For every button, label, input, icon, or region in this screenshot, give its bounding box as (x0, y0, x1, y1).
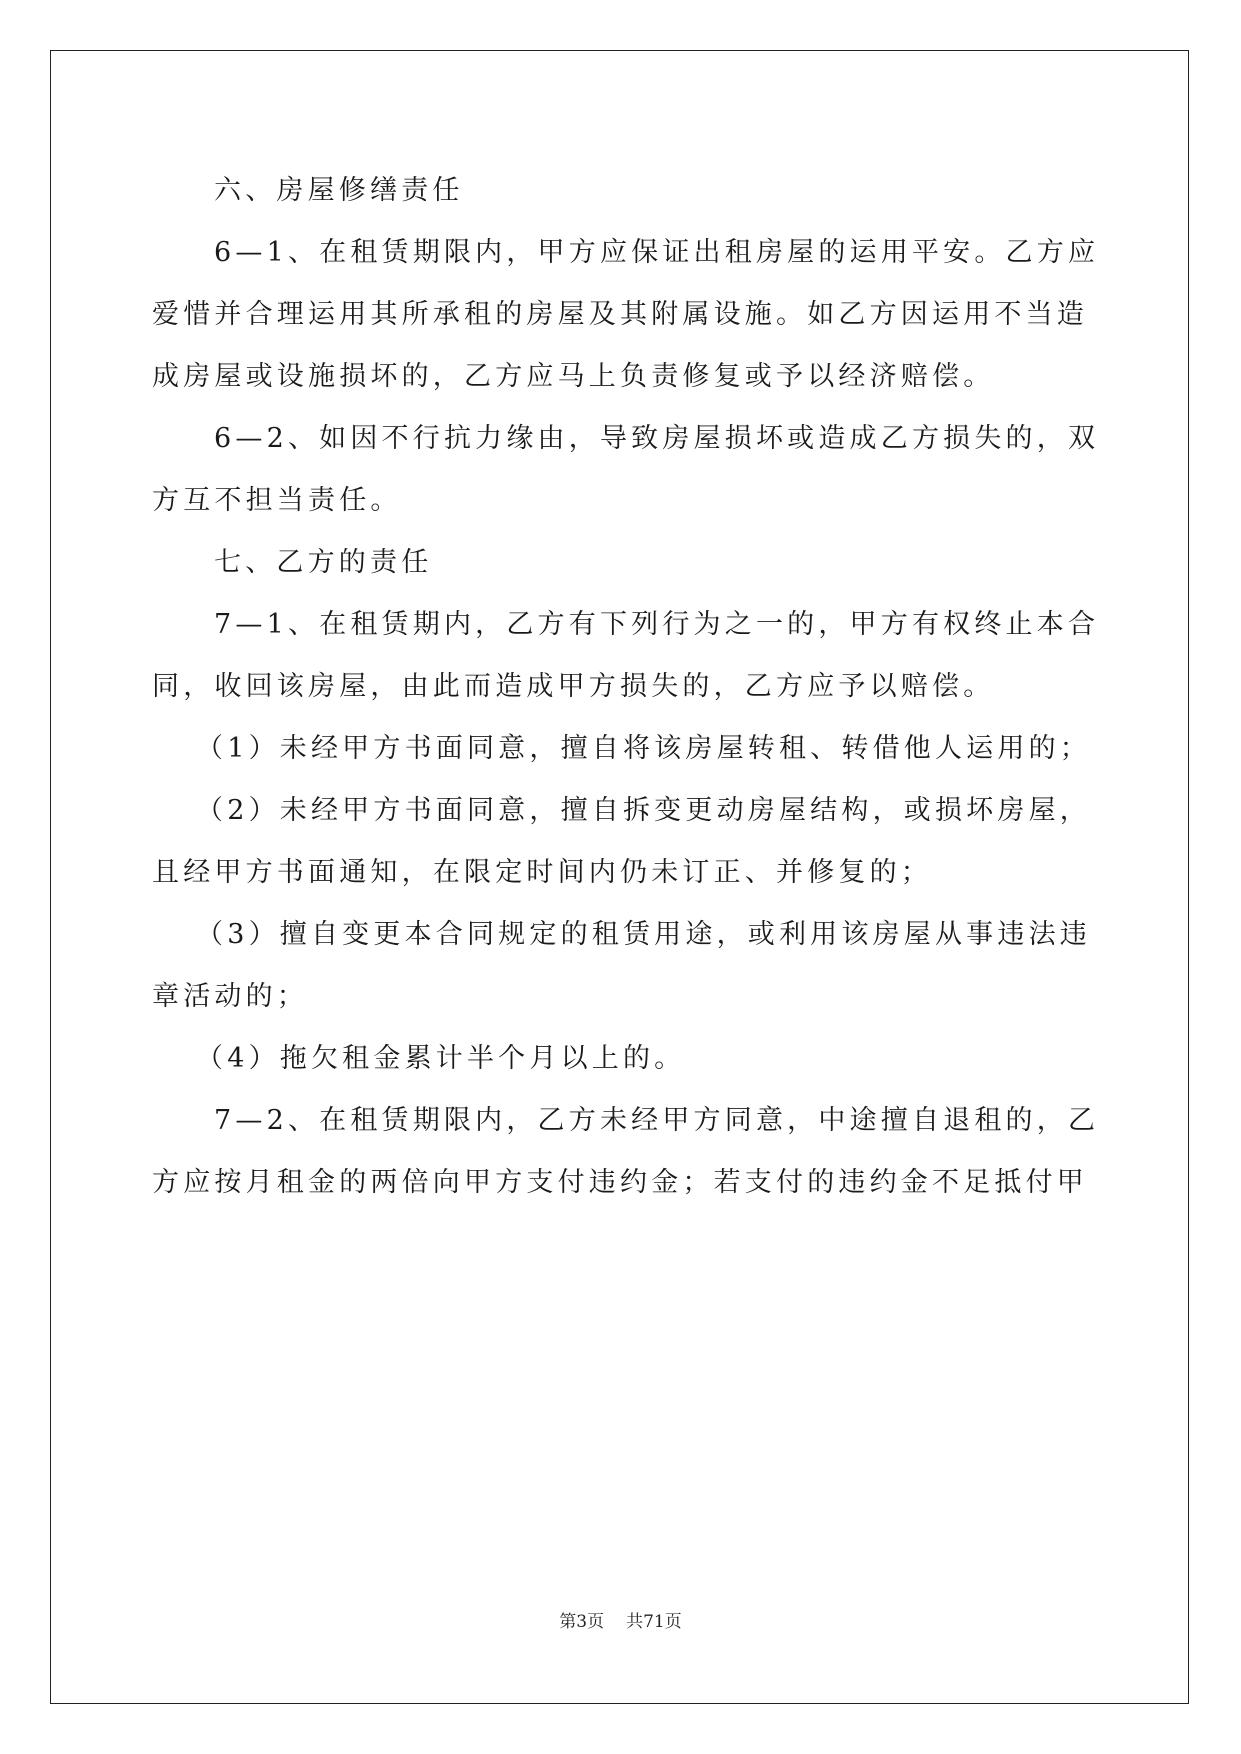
list-item: （4）拖欠租金累计半个月以上的。 (196, 1043, 686, 1074)
list-item: （2）未经甲方书面同意，擅自拆变更动房屋结构，或损坏房屋， (196, 795, 1091, 826)
paragraph-line: 7—2、在租赁期限内，乙方未经甲方同意，中途擅自退租的，乙 (214, 1105, 1100, 1136)
paragraph-line: 且经甲方书面通知，在限定时间内仍未订正、并修复的； (152, 857, 932, 888)
paragraph-line: 章活动的； (152, 981, 308, 1012)
list-item: （3）擅自变更本合同规定的租赁用途，或利用该房屋从事违法违 (196, 919, 1091, 950)
paragraph-line: 6—1、在租赁期限内，甲方应保证出租房屋的运用平安。乙方应 (214, 237, 1100, 268)
page-number: 第3页 (559, 1612, 605, 1632)
document-body (152, 160, 1100, 1214)
paragraph-line: 方互不担当责任。 (152, 485, 402, 516)
page-total: 共71页 (626, 1612, 682, 1632)
list-item: （1）未经甲方书面同意，擅自将该房屋转租、转借他人运用的； (196, 733, 1091, 764)
paragraph-line: 同，收回该房屋，由此而造成甲方损失的，乙方应予以赔偿。 (152, 671, 995, 702)
page-footer (0, 1607, 1241, 1632)
paragraph-line: 爱惜并合理运用其所承租的房屋及其附属设施。如乙方因运用不当造 (152, 299, 1088, 330)
section-heading-7: 七、乙方的责任 (214, 547, 433, 578)
paragraph-line: 成房屋或设施损坏的，乙方应马上负责修复或予以经济赔偿。 (152, 361, 995, 392)
section-heading-6: 六、房屋修缮责任 (214, 175, 464, 206)
paragraph-line: 7—1、在租赁期内，乙方有下列行为之一的，甲方有权终止本合 (214, 609, 1100, 640)
paragraph-line: 方应按月租金的两倍向甲方支付违约金；若支付的违约金不足抵付甲 (152, 1167, 1088, 1198)
paragraph-line: 6—2、如因不行抗力缘由，导致房屋损坏或造成乙方损失的，双 (214, 423, 1100, 454)
